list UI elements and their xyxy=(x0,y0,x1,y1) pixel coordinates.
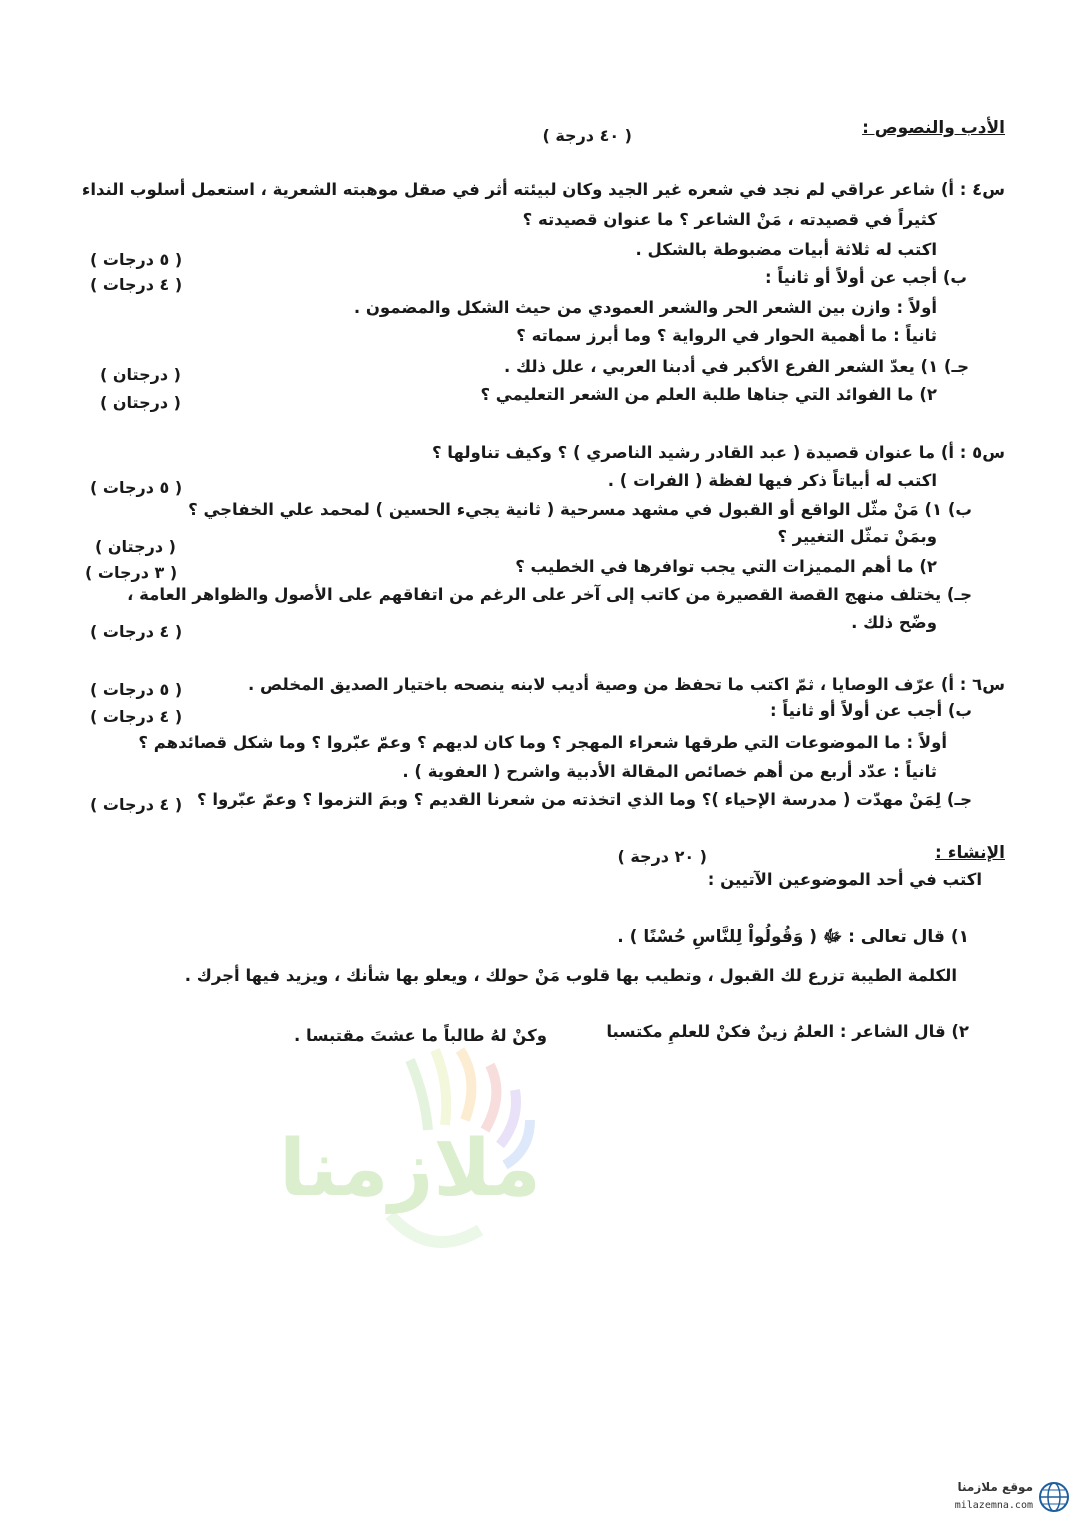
q4-c2: ٢) ما الفوائد التي جناها طلبة العلم من الشعر التعليمي ؟ xyxy=(480,385,937,404)
composition-instruction: اكتب في أحد الموضوعين الآتيين : xyxy=(707,870,982,889)
q4-a-line3: اكتب له ثلاثة أبيات مضبوطة بالشكل . xyxy=(635,240,937,259)
q6-a-marks: ( ٥ درجات ) xyxy=(90,680,183,699)
q6-b-line1: ب) أجب عن أولاً أو ثانياً : xyxy=(770,701,972,720)
q6-b-first: أولاً : ما الموضوعات التي طرقها شعراء المهجر ؟ وما كان لديهم ؟ وعمّ عبّروا ؟ وما شكل قصائدهم ؟ xyxy=(138,733,947,752)
q5-c-line2: وضّح ذلك . xyxy=(851,613,937,632)
q4-c1: جـ) ١) يعدّ الشعر الفرع الأكبر في أدبنا العربي ، علل ذلك . xyxy=(503,357,969,376)
literature-heading: الأدب والنصوص : xyxy=(862,118,1005,138)
q5-c-marks: ( ٤ درجات ) xyxy=(90,622,183,641)
q6-a-line1: س٦ : أ) عرّف الوصايا ، ثمّ اكتب ما تحفظ من وصية أديب لابنه ينصحه باختيار الصديق المخلص . xyxy=(248,675,1005,694)
composition-heading: الإنشاء : xyxy=(935,843,1005,863)
q4-b-marks: ( ٤ درجات ) xyxy=(90,275,183,294)
globe-icon xyxy=(1037,1480,1071,1514)
q6-c-marks: ( ٤ درجات ) xyxy=(90,795,183,814)
q5-c-line1: جـ) يختلف منهج القصة القصيرة من كاتب إلى آخر على الرغم من اتفاقهم على الأصول والظواهر العامة ، xyxy=(127,585,972,604)
topic2-line: ٢) قال الشاعر : العلمُ زينٌ فكنْ للعلمِ مكتسبا xyxy=(606,1022,969,1041)
q5-b1-marks: ( درجتان ) xyxy=(95,537,176,556)
site-logo xyxy=(955,1478,1075,1522)
site-logo-name: موقع ملازمنا xyxy=(957,1480,1033,1494)
q4-a-line1: س٤ : أ) شاعر عراقي لم نجد في شعره غير الجيد وكان لبيئته أثر في صقل موهبته الشعرية ، استعمل أسلوب النداء xyxy=(81,180,1005,199)
q4-b-first: أولاً : وازن بين الشعر الحر والشعر العمودي من حيث الشكل والمضمون . xyxy=(353,298,937,317)
composition-total-marks: ( ٢٠ درجة ) xyxy=(617,847,707,866)
q6-b-second: ثانياً : عدّد أربع من أهم خصائص المقالة الأدبية واشرح ( العفوية ) . xyxy=(402,762,937,781)
watermark-logo xyxy=(250,1010,580,1270)
topic1-line2: الكلمة الطيبة تزرع لك القبول ، وتطيب بها قلوب مَنْ حولك ، ويعلو بها شأنك ، ويزيد فيها أجرك . xyxy=(184,966,957,985)
topic2-verse2: وكنْ لهُ طالباً ما عشتَ مقتبسا . xyxy=(294,1026,547,1045)
q4-c1-marks: ( درجتان ) xyxy=(100,365,181,384)
q5-b2: ٢) ما أهم المميزات التي يجب توافرها في الخطيب ؟ xyxy=(515,557,937,576)
q4-c2-marks: ( درجتان ) xyxy=(100,393,181,412)
q4-b-second: ثانياً : ما أهمية الحوار في الرواية ؟ وما أبرز سماته ؟ xyxy=(516,326,937,345)
q5-a-line1: س٥ : أ) ما عنوان قصيدة ( عبد القادر رشيد الناصري ) ؟ وكيف تناولها ؟ xyxy=(431,443,1005,462)
literature-total-marks: ( ٤٠ درجة ) xyxy=(542,126,632,145)
q6-c-line1: جـ) لِمَنْ مهدّت ( مدرسة الإحياء )؟ وما الذي اتخذته من شعرنا القديم ؟ وبمَ التزموا ؟ وعمّ عبّروا ؟ xyxy=(197,790,972,809)
watermark-text: ملازمنا xyxy=(279,1124,541,1214)
q5-b1-line2: وبمَنْ تمثّل التغيير ؟ xyxy=(777,527,937,546)
q5-a-line2: اكتب له أبياتاً ذكر فيها لفظة ( الفرات ) . xyxy=(607,471,937,490)
q5-b2-marks: ( ٣ درجات ) xyxy=(85,563,178,582)
topic1-line1: ١) قال تعالى : ﷻ ( وَقُولُواْ لِلنَّاسِ حُسْنًا ) . xyxy=(617,927,969,947)
q4-b-line1: ب) أجب عن أولاً أو ثانياً : xyxy=(765,268,967,287)
q4-a-line2: كثيراً في قصيدته ، مَنْ الشاعر ؟ ما عنوان قصيدته ؟ xyxy=(522,210,937,229)
q5-a-marks: ( ٥ درجات ) xyxy=(90,478,183,497)
q4-a-marks: ( ٥ درجات ) xyxy=(90,250,183,269)
q5-b1-line1: ب) ١) مَنْ مثّل الواقع أو القبول في مشهد مسرحية ( ثانية يجيء الحسين ) لمحمد علي الخفاجي ؟ xyxy=(188,500,972,519)
site-logo-url: milazemna.com xyxy=(954,1500,1033,1511)
q6-b-marks: ( ٤ درجات ) xyxy=(90,707,183,726)
